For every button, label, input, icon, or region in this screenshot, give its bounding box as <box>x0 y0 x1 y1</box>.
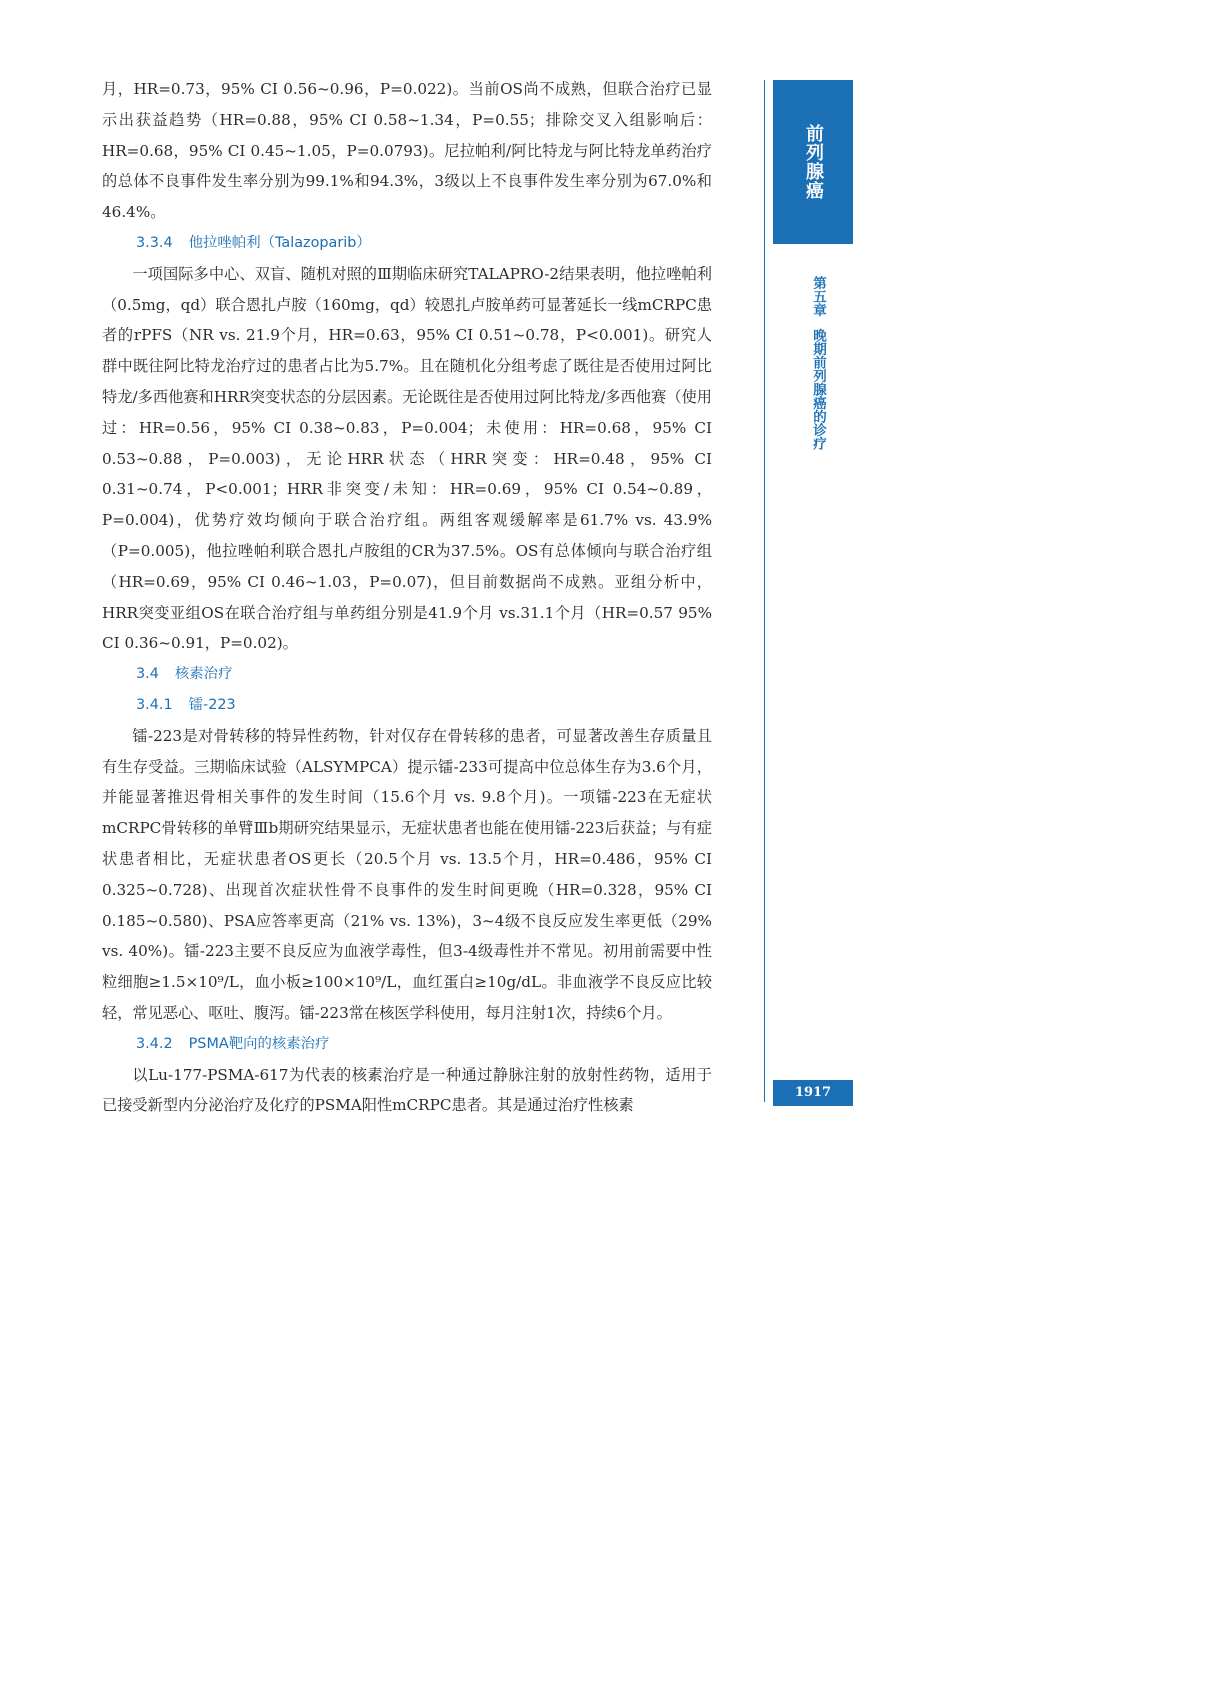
heading-title: 核素治疗 <box>174 666 233 683</box>
heading-number: 3.3.4 <box>136 234 173 251</box>
heading-3-4-2 <box>102 1029 712 1060</box>
heading-number: 3.4 <box>136 666 159 683</box>
body-text-column <box>102 74 712 1121</box>
paragraph-talazoparib: 一项国际多中心、双盲、随机对照的Ⅲ期临床研究TALAPRO-2结果表明，他拉唑帕利（0.5mg，qd）联合恩扎卢胺（160mg，qd）较恩扎卢胺单药可显著延长一线mCRPC患者的rPFS（NR vs. 21.9个月，HR=0.63，95% CI 0.51~0.78，P<0.001)。研究人群中既往阿比特龙治疗过的患者占比为5.7%。且在随机化分组考虑了既往是否使用过阿比特龙/多西他赛和HRR突变状态的分层因素。无论既往是否使用过阿比特龙/多西他赛（使用过：HR=0.56，95% CI 0.38~0.83，P=0.004；未使用：HR=0.68，95% CI 0.53~0.88，P=0.003)，无论HRR状态（HRR突变：HR=0.48，95% CI 0.31~0.74，P<0.001；HRR非突变/未知：HR=0.69，95% CI 0.54~0.89，P=0.004)，优势疗效均倾向于联合治疗组。两组客观缓解率是61.7% vs. 43.9%（P=0.005)，他拉唑帕利联合恩扎卢胺组的CR为37.5%。OS有总体倾向与联合治疗组（HR=0.69，95% CI 0.46~1.03，P=0.07)，但目前数据尚不成熟。亚组分析中，HRR突变亚组OS在联合治疗组与单药组分别是41.9个月 vs.31.1个月（HR=0.57 95% CI 0.36~0.91，P=0.02)。 <box>102 264 712 653</box>
heading-title: PSMA靶向的核素治疗 <box>188 1035 330 1052</box>
paragraph-psma: 以Lu-177-PSMA-617为代表的核素治疗是一种通过静脉注射的放射性药物，适用于已接受新型内分泌治疗及化疗的PSMA阳性mCRPC患者。其是通过治疗性核素 <box>102 1065 712 1115</box>
heading-3-3-4 <box>102 228 712 259</box>
heading-3-4 <box>102 659 712 690</box>
heading-number: 3.4.2 <box>136 1035 173 1052</box>
section-tab-title: 前列腺癌 <box>803 124 824 200</box>
paragraph-radium-223: 镭-223是对骨转移的特异性药物，针对仅存在骨转移的患者，可显著改善生存质量且有生存受益。三期临床试验（ALSYMPCA）提示镭-233可提高中位总体生存为3.6个月，并能显著推迟骨相关事件的发生时间（15.6个月 vs. 9.8个月)。一项镭-223在无症状mCRPC骨转移的单臂Ⅲb期研究结果显示，无症状患者也能在使用镭-223后获益；与有症状患者相比，无症状患者OS更长（20.5个月 vs. 13.5个月，HR=0.486，95% CI 0.325~0.728)、出现首次症状性骨不良事件的发生时间更晚（HR=0.328，95% CI 0.185~0.580)、PSA应答率更高（21% vs. 13%)，3~4级不良反应发生率更低（29% vs. 40%)。镭-223主要不良反应为血液学毒性，但3-4级毒性并不常见。初用前需要中性粒细胞≥1.5×10⁹/L，血小板≥100×10⁹/L，血红蛋白≥10g/dL。非血液学不良反应比较轻，常见恶心、呕吐、腹泻。镭-223常在核医学科使用，每月注射1次，持续6个月。 <box>102 726 712 1022</box>
heading-3-4-1 <box>102 690 712 721</box>
margin-divider-line <box>764 80 765 1102</box>
page-number: 1917 <box>773 1080 853 1106</box>
chapter-number: 第五章 <box>810 276 826 317</box>
heading-title: 他拉唑帕利（Talazoparib） <box>188 234 371 251</box>
chapter-running-head <box>795 276 825 450</box>
heading-number: 3.4.1 <box>136 696 173 713</box>
heading-title: 镭-223 <box>188 696 236 713</box>
section-tab <box>773 80 853 244</box>
chapter-title: 晚期前列腺癌的诊疗 <box>810 328 826 450</box>
paragraph-intro: 月，HR=0.73，95% CI 0.56~0.96，P=0.022)。当前OS尚不成熟，但联合治疗已显示出获益趋势（HR=0.88，95% CI 0.58~1.34，P=0.55；排除交叉入组影响后：HR=0.68，95% CI 0.45~1.05，P=0.0793)。尼拉帕利/阿比特龙与阿比特龙单药治疗的总体不良事件发生率分别为99.1%和94.3%，3级以上不良事件发生率分别为67.0%和46.4%。 <box>102 80 712 222</box>
